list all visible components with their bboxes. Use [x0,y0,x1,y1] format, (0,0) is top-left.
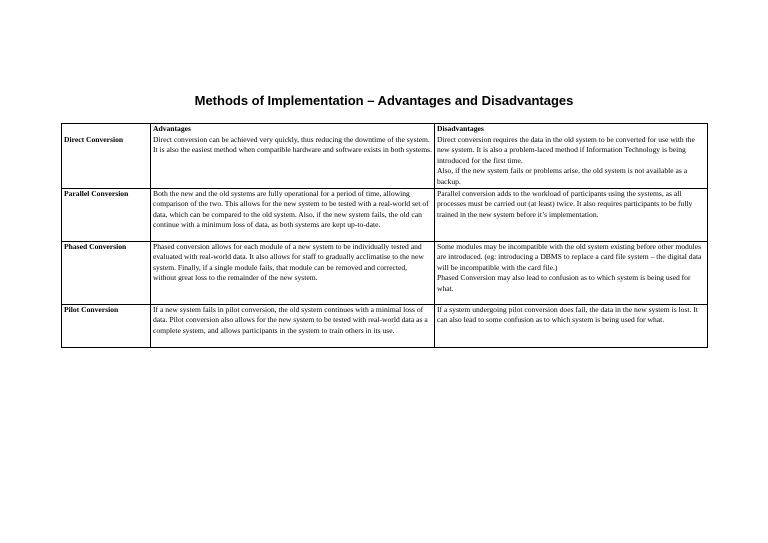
row-header-cell [62,304,151,347]
disadvantages-cell [435,304,708,347]
row-header-cell [62,188,151,241]
empty-header [64,124,148,135]
table-row [62,124,708,189]
advantages-cell [151,188,435,241]
disadvantages-cell [435,124,708,189]
row-header-cell [62,124,151,189]
method-name: Parallel Conversion [64,188,129,198]
method-name: Direct Conversion [64,134,124,144]
advantages-cell [151,241,435,304]
disadvantages-cell [435,188,708,241]
advantages-cell [151,124,435,189]
table-row [62,188,708,241]
methods-table [61,123,708,348]
method-name: Pilot Conversion [64,304,119,314]
disadvantages-text: Parallel conversion adds to the workload of participants using the systems, as all processes must be carried out (at least) twice. It also requires participants to be fully trained in the new system before it’s implementation. [437,188,693,219]
method-name: Phased Conversion [64,241,127,251]
advantages-text: Phased conversion allows for each module of a new system to be individually tested and evaluated with real-world data. It also allows for staff to gradually acclimatise to the new system. Finally, if a single module fails, that module can be removed and corrected, without great loss to the remainder of the new system. [153,241,424,283]
disadvantages-text: Direct conversion requires the data in the old system to be converted for use with the new system. It is also a problem-laced method if Information Technology is being introduced for the first time. Also, if the new system fails or problems arise, the old system is not available as a backup. [437,134,695,186]
disadvantages-cell [435,241,708,304]
advantages-text: Direct conversion can be achieved very quickly, thus reducing the downtime of the system. It is also the easiest method when compatible hardware and software exists in both systems. [153,134,433,155]
advantages-header: Advantages [153,124,191,133]
advantages-text: If a new system fails in pilot conversion, the old system continues with a minimal loss of data. Pilot conversion also allows for the new system to be tested with real-world data as a complete system, and allows participants in the system to train others in its use. [153,304,428,335]
row-header-cell [62,241,151,304]
disadvantages-header: Disadvantages [437,124,484,133]
page-title: Methods of Implementation – Advantages and Disadvantages [194,93,574,108]
table-row [62,304,708,347]
advantages-cell [151,304,435,347]
table-row [62,241,708,304]
disadvantages-text: Some modules may be incompatible with the old system existing before other modules are introduced. (eg: introducing a DBMS to replace a card file system – the digital data will be incompatible with the card file.) Phased Conversion may also lead to confusion as to which system is being used for what. [437,241,702,293]
disadvantages-text: If a system undergoing pilot conversion does fail, the data in the new system is lost. It can also lead to some confusion as to which system is being used for what. [437,304,698,325]
advantages-text: Both the new and the old systems are fully operational for a period of time, allowing comparison of the two. This allows for the new system to be tested with a real-world set of data, which can be compared to the old system. Also, if the new system fails, the old can continue with a minimum loss of data, as both systems are kept up-to-date. [153,188,429,230]
